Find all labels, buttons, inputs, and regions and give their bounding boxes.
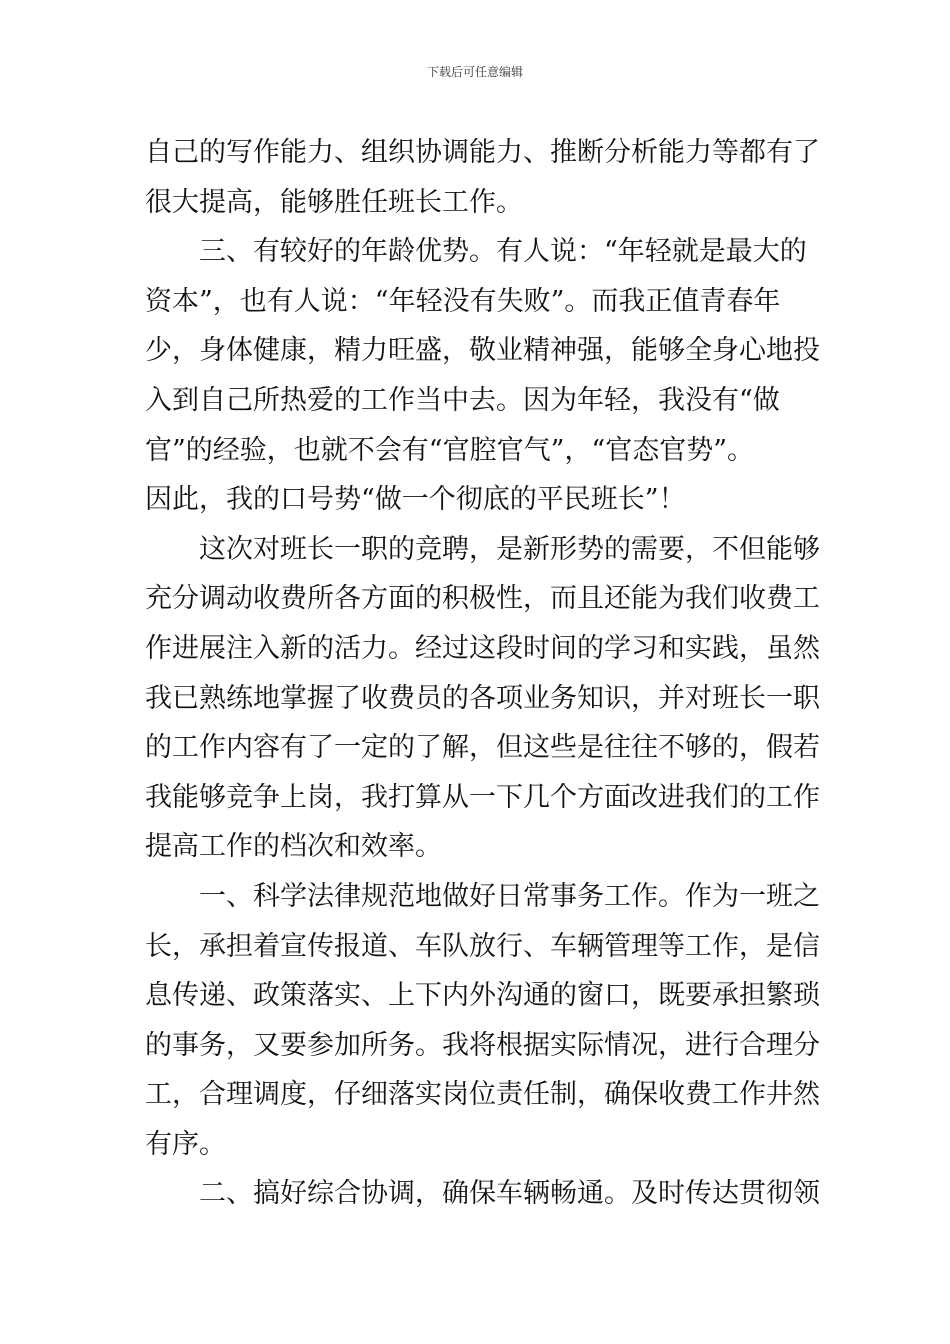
text-line: 因此，我的口号势“做一个彻底的平民班长”！	[145, 484, 686, 516]
text-line: 提高工作的档次和效率。	[145, 831, 442, 863]
text-line: 充分调动收费所各方面的积极性，而且还能为我们收费工	[145, 583, 820, 615]
paragraph-start-line: 三、有较好的年龄优势。有人说：“年轻就是最大的	[199, 236, 807, 268]
text-line: 作进展注入新的活力。经过这段时间的学习和实践，虽然	[145, 632, 820, 664]
text-line: 我已熟练地掌握了收费员的各项业务知识，并对班长一职	[145, 682, 820, 714]
text-line: 有序。	[145, 1128, 226, 1160]
text-line: 的事务，又要参加所务。我将根据实际情况，进行合理分	[145, 1029, 820, 1061]
text-line: 工，合理调度，仔细落实岗位责任制，确保收费工作井然	[145, 1079, 820, 1111]
text-line: 我能够竞争上岗，我打算从一下几个方面改进我们的工作	[145, 781, 820, 813]
text-line: 资本”，也有人说：“年轻没有失败”。而我正值青春年	[145, 285, 781, 317]
text-line: 息传递、政策落实、上下内外沟通的窗口，既要承担繁琐	[145, 980, 820, 1012]
text-line: 长，承担着宣传报道、车队放行、车辆管理等工作，是信	[145, 930, 820, 962]
text-line: 少，身体健康，精力旺盛，敬业精神强，能够全身心地投	[145, 335, 820, 367]
text-line: 官”的经验，也就不会有“官腔官气”，“官态官势”。	[145, 434, 755, 466]
text-line: 入到自己所热爱的工作当中去。因为年轻，我没有“做	[145, 384, 780, 416]
page-header-note: 下载后可任意编辑	[426, 65, 523, 79]
text-line: 的工作内容有了一定的了解，但这些是往往不够的，假若	[145, 732, 820, 764]
text-line: 很大提高，能够胜任班长工作。	[145, 186, 523, 218]
paragraph-start-line: 这次对班长一职的竞聘，是新形势的需要，不但能够	[199, 533, 820, 565]
paragraph-start-line: 二、搞好综合协调，确保车辆畅通。及时传达贯彻领	[199, 1178, 820, 1210]
paragraph-start-line: 一、科学法律规范地做好日常事务工作。作为一班之	[199, 880, 820, 912]
document-body	[145, 128, 820, 1219]
text-line: 自己的写作能力、组织协调能力、推断分析能力等都有了	[145, 137, 820, 168]
